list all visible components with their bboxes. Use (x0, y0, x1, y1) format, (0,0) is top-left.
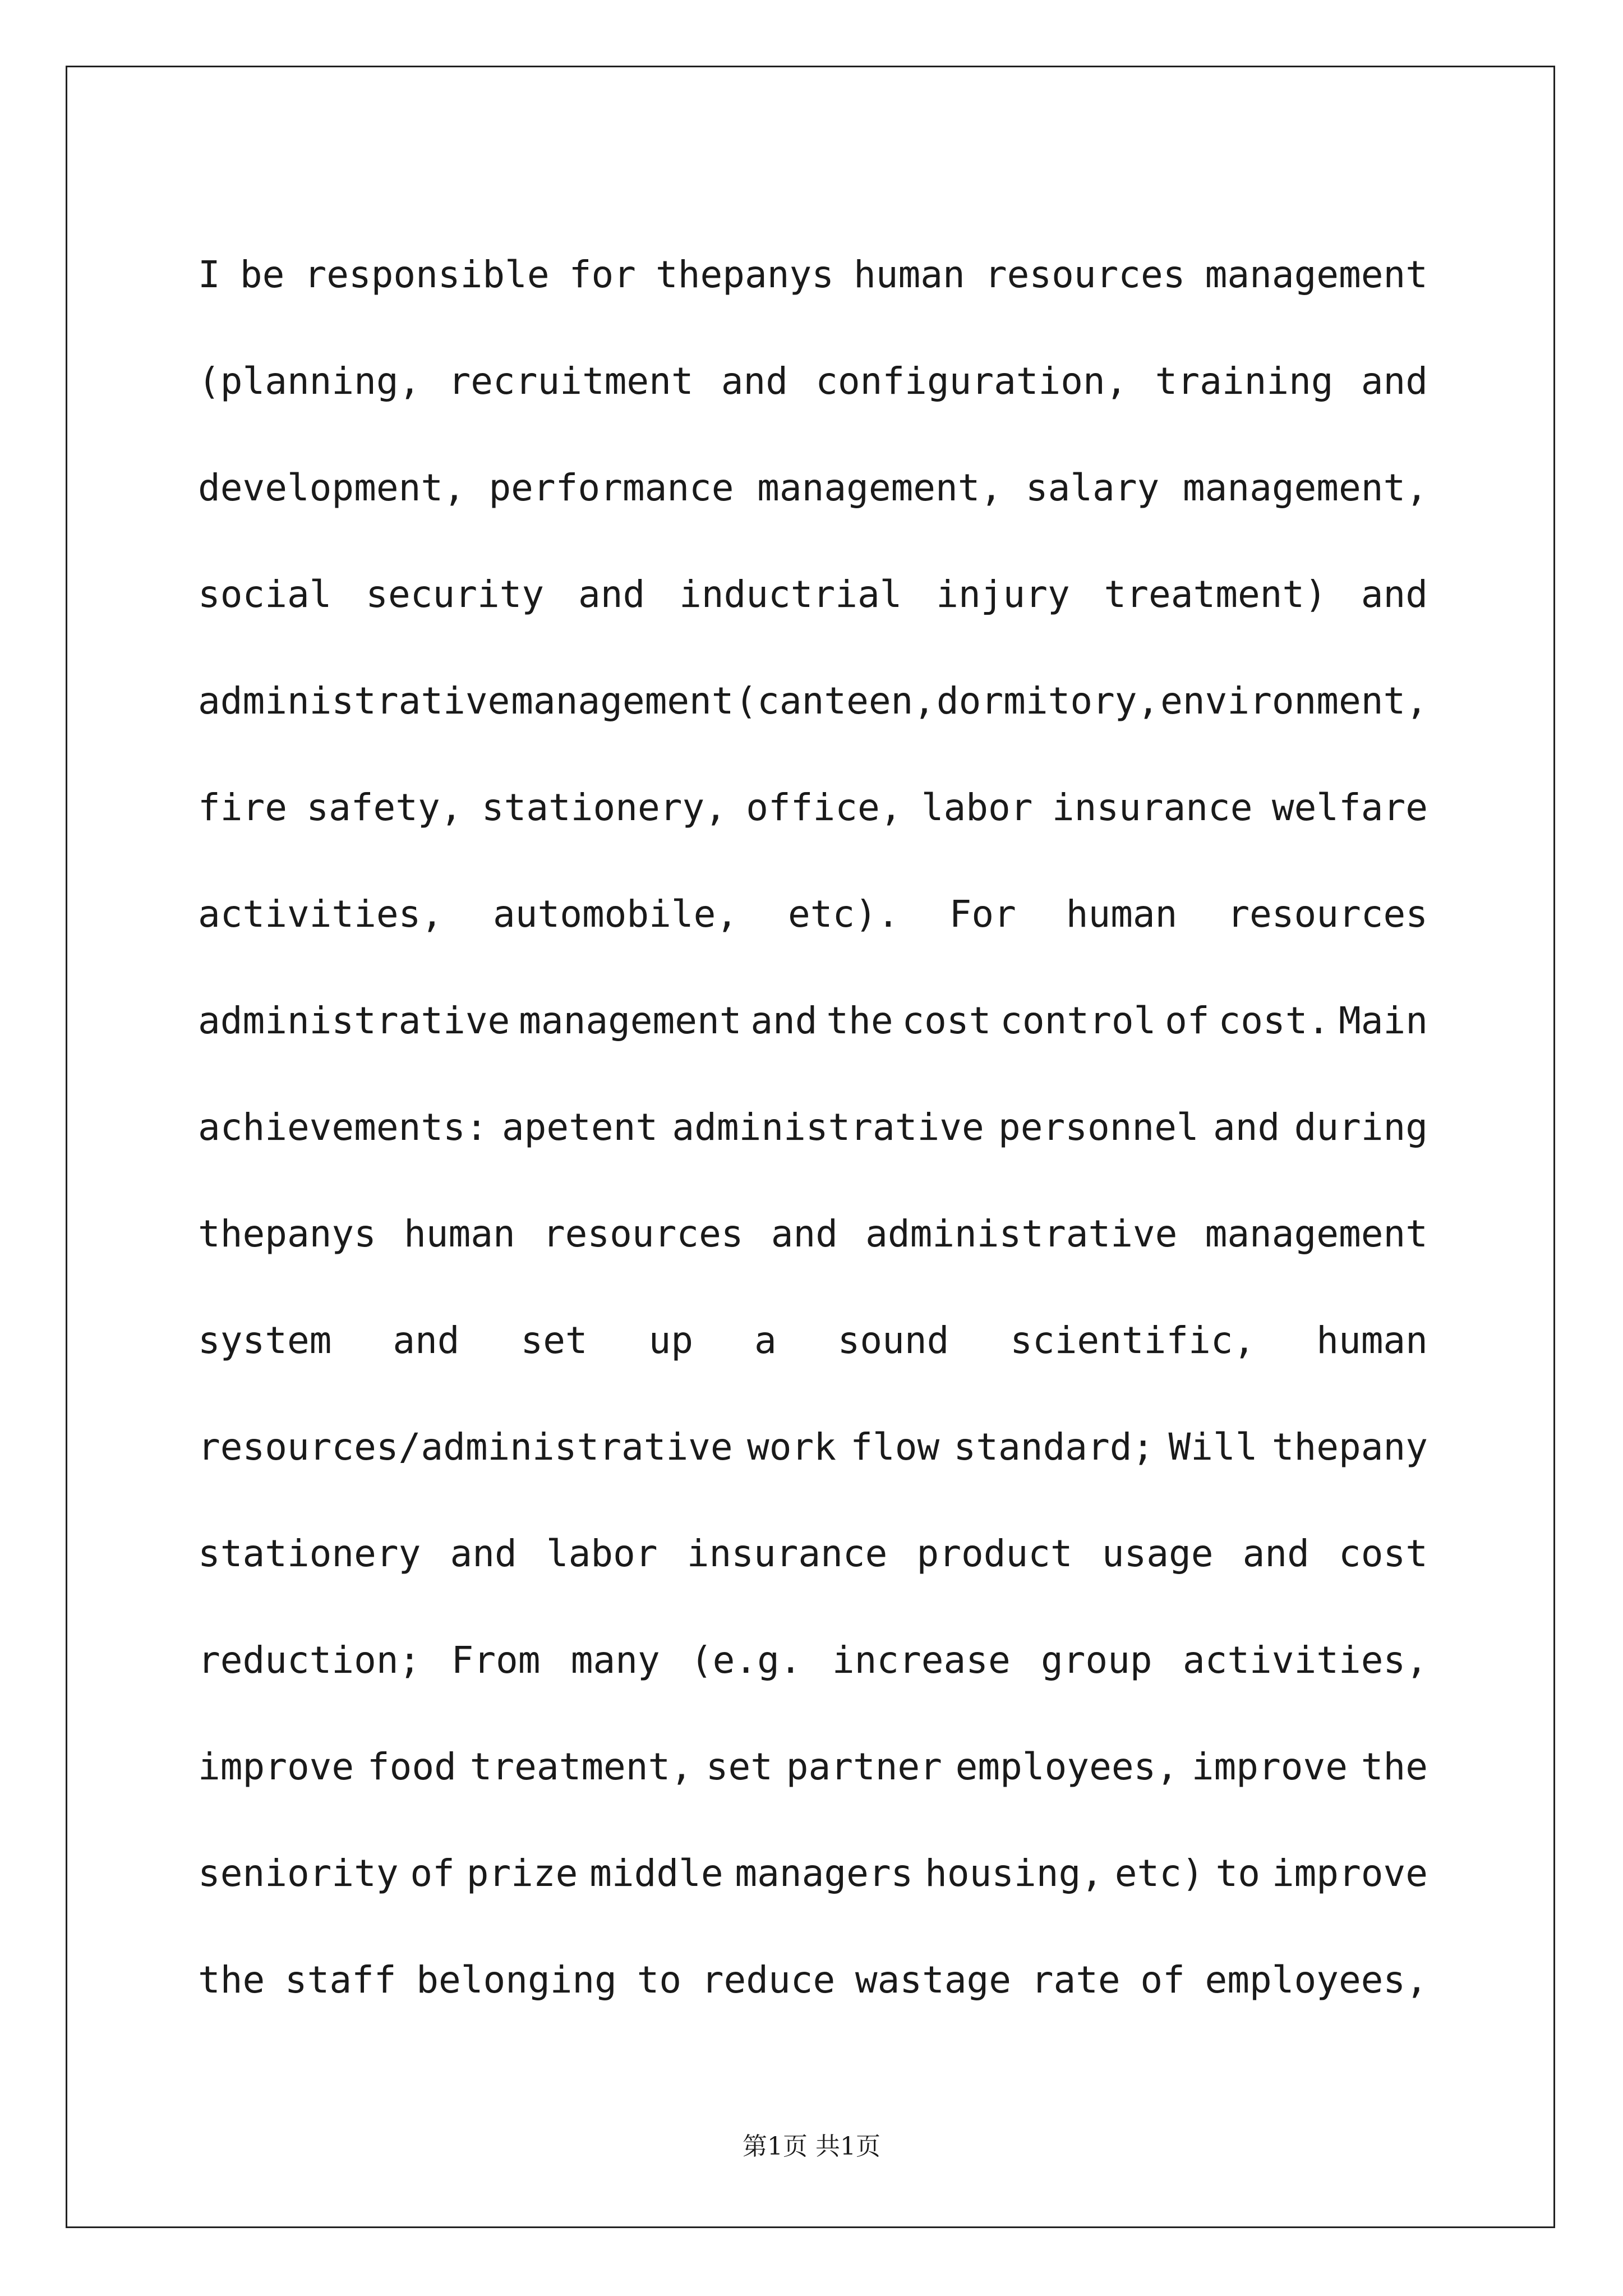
text-line: administrative management and the cost control of cost. Main (198, 999, 1428, 1042)
text-line: social security and inductrial injury treatment) and (198, 573, 1428, 616)
text-line: achievements: apetent administrative personnel and during (198, 1106, 1428, 1149)
text-line: I be responsible for thepanys human resources management (198, 253, 1428, 296)
text-line: fire safety, stationery, office, labor insurance welfare (198, 786, 1428, 829)
document-body (198, 222, 1428, 2033)
text-line: seniority of prize middle managers housing, etc) to improve (198, 1852, 1428, 1895)
text-line: stationery and labor insurance product usage and cost (198, 1532, 1428, 1575)
text-line: system and set up a sound scientific, human (198, 1319, 1428, 1362)
text-line: activities, automobile, etc). For human resources (198, 892, 1428, 936)
page-footer: 第1页 共1页 (743, 2132, 880, 2161)
text-line: (planning, recruitment and configuration, training and (198, 360, 1428, 403)
text-line: improve food treatment, set partner employees, improve the (198, 1745, 1428, 1788)
text-line: development, performance management, salary management, (198, 466, 1428, 509)
text-line: thepanys human resources and administrative management (198, 1212, 1428, 1255)
text-line: reduction; From many (e.g. increase group activities, (198, 1639, 1428, 1682)
text-line: the staff belonging to reduce wastage rate of employees, (198, 1958, 1428, 2001)
text-line: resources/administrative work flow standard; Will thepany (198, 1425, 1428, 1469)
text-line: administrative management (canteen, dormitory, environment, (198, 679, 1428, 723)
